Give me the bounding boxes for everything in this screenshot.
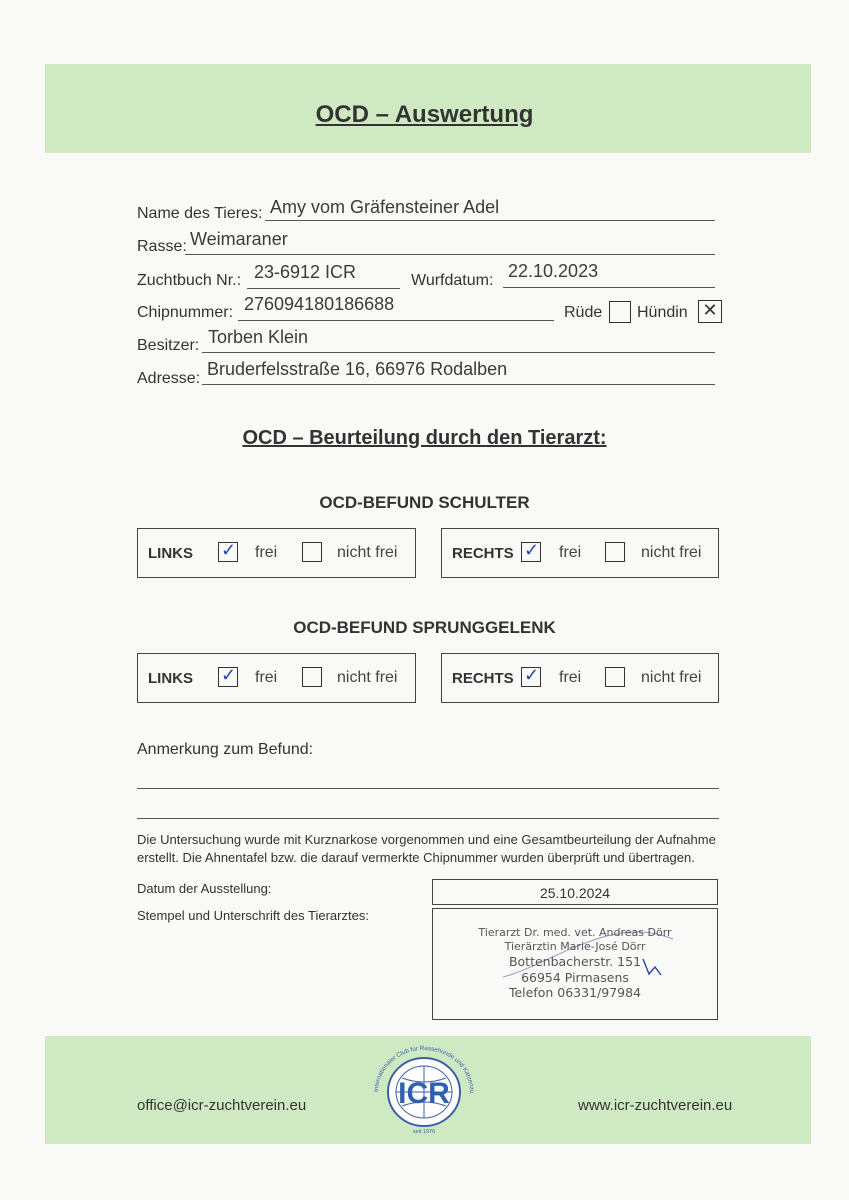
issue-date-label: Datum der Ausstellung: (137, 881, 272, 896)
shoulder-heading: OCD-BEFUND SCHULTER (319, 493, 530, 512)
chip-value: 276094180186688 (244, 294, 395, 314)
shoulder-left-free-checkbox[interactable] (218, 542, 238, 562)
breed-line (185, 254, 715, 255)
logo-since: seit 1976 (412, 1129, 436, 1135)
hock-left-panel (137, 653, 416, 703)
stamp-line-4: 66954 Pirmasens (521, 970, 629, 985)
male-checkbox[interactable] (609, 301, 631, 323)
shoulder-left-panel (137, 528, 416, 578)
studbook-label: Zuchtbuch Nr.: (137, 272, 242, 289)
assessment-heading: OCD – Beurteilung durch den Tierarzt: (242, 427, 607, 449)
free-label: frei (255, 544, 278, 561)
stamp-line-3: Bottenbacherstr. 151 (508, 954, 642, 969)
not-free-label: nicht frei (641, 669, 702, 686)
female-label: Hündin (637, 304, 688, 321)
stamp-line-2: Tierärztin Marie-José Dörr (504, 940, 646, 953)
check-mark: ✓ (221, 665, 237, 686)
owner-value: Torben Klein (208, 327, 309, 347)
chip-label: Chipnummer: (137, 304, 234, 321)
name-value: Amy vom Gräfensteiner Adel (270, 197, 500, 217)
whelp-line (503, 287, 715, 288)
remarks-line-2 (137, 818, 719, 819)
free-label: frei (559, 669, 582, 686)
hock-right-label: RECHTS (452, 670, 514, 687)
male-label: Rüde (564, 304, 603, 321)
female-check-mark: ✕ (702, 300, 718, 321)
hock-left-not-free-checkbox[interactable] (302, 667, 322, 687)
disclaimer-line-2: erstellt. Die Ahnentafel bzw. die darauf vermerkte Chipnummer wurden überprüft und übertragen. (137, 850, 695, 865)
not-free-label: nicht frei (641, 544, 702, 561)
breed-label: Rasse: (137, 238, 187, 255)
icr-logo-icon (360, 1040, 488, 1138)
hock-right-free-checkbox[interactable] (521, 667, 541, 687)
stamp-box (432, 908, 718, 1020)
shoulder-left-label: LINKS (148, 545, 193, 562)
remarks-label: Anmerkung zum Befund: (137, 741, 314, 758)
check-mark: ✓ (524, 665, 540, 686)
shoulder-right-panel (441, 528, 719, 578)
issue-date-box (432, 879, 718, 905)
chip-line (238, 320, 554, 321)
studbook-line (247, 288, 400, 289)
footer-website[interactable]: www.icr-zuchtverein.eu (578, 1097, 733, 1114)
issue-date-value: 25.10.2024 (539, 885, 611, 901)
remarks-line-1 (137, 788, 719, 789)
page-title: OCD – Auswertung (315, 101, 534, 128)
stamp-line-1: Tierarzt Dr. med. vet. Andreas Dörr (478, 926, 672, 939)
female-checkbox[interactable] (698, 300, 722, 323)
not-free-label: nicht frei (337, 544, 398, 561)
free-label: frei (559, 544, 582, 561)
breed-value: Weimaraner (190, 229, 288, 249)
address-label: Adresse: (137, 370, 201, 387)
shoulder-left-not-free-checkbox[interactable] (302, 542, 322, 562)
check-mark: ✓ (524, 540, 540, 561)
free-label: frei (255, 669, 278, 686)
studbook-value: 23-6912 ICR (254, 262, 357, 282)
hock-heading: OCD-BEFUND SPRUNGGELENK (293, 618, 556, 637)
stamp-line-5: Telefon 06331/97984 (508, 985, 642, 1000)
check-mark: ✓ (221, 540, 237, 561)
address-value: Bruderfelsstraße 16, 66976 Rodalben (207, 359, 508, 379)
name-label: Name des Tieres: (137, 205, 263, 222)
shoulder-right-free-checkbox[interactable] (521, 542, 541, 562)
shoulder-right-label: RECHTS (452, 545, 514, 562)
hock-left-free-checkbox[interactable] (218, 667, 238, 687)
hock-right-not-free-checkbox[interactable] (605, 667, 625, 687)
stamp-label: Stempel und Unterschrift des Tierarztes: (137, 908, 369, 923)
not-free-label: nicht frei (337, 669, 398, 686)
footer-email[interactable]: office@icr-zuchtverein.eu (137, 1097, 307, 1114)
hock-left-label: LINKS (148, 670, 193, 687)
whelp-label: Wurfdatum: (411, 272, 494, 289)
logo-text: ICR (398, 1077, 450, 1110)
signature-icon (493, 919, 693, 989)
hock-right-panel (441, 653, 719, 703)
disclaimer-line-1: Die Untersuchung wurde mit Kurznarkose vorgenommen und eine Gesamtbeurteilung der Aufnahme (137, 832, 716, 847)
owner-label: Besitzer: (137, 337, 200, 354)
whelp-value: 22.10.2023 (508, 261, 599, 281)
shoulder-right-not-free-checkbox[interactable] (605, 542, 625, 562)
address-line (202, 384, 715, 385)
logo-ring-text: Internationaler Club für Rassehunde und Katzenzu (372, 1044, 476, 1094)
owner-line (202, 352, 715, 353)
name-line (265, 220, 715, 221)
